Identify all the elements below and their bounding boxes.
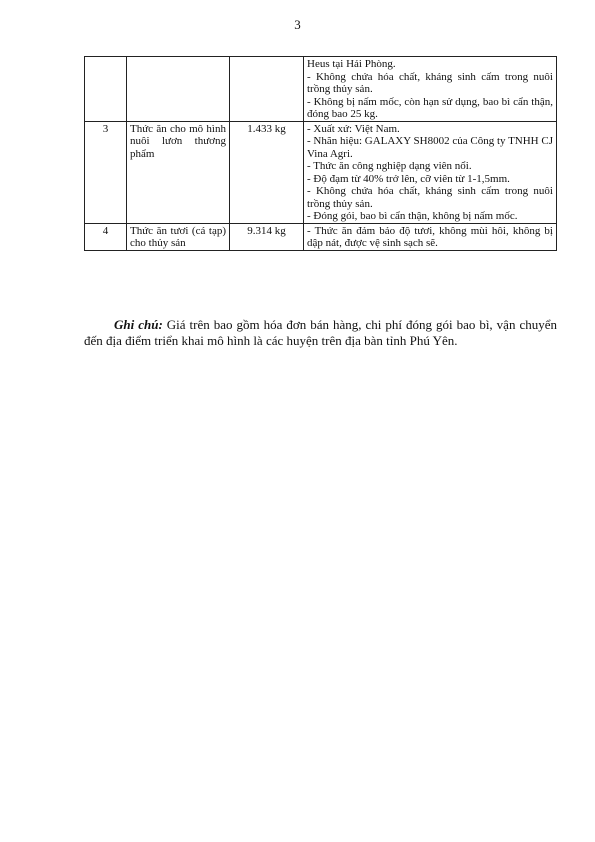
note-label: Ghi chú: xyxy=(114,317,163,332)
requirement-line: - Không chứa hóa chất, kháng sinh cấm trong nuôi trồng thủy sản. xyxy=(307,70,553,95)
quantity-cell xyxy=(230,57,304,122)
feed-spec-table xyxy=(84,56,557,251)
requirement-line: - Nhãn hiệu: GALAXY SH8002 của Công ty TNHH CJ Vina Agri. xyxy=(307,135,553,160)
requirement-line: - Độ đạm từ 40% trở lên, cỡ viên từ 1-1,5mm. xyxy=(307,172,510,185)
requirements-cell xyxy=(304,57,557,122)
item-name-cell: Thức ăn cho mô hình nuôi lươn thương phẩm xyxy=(127,121,230,223)
page-number: 3 xyxy=(294,17,301,32)
requirement-line: - Thức ăn công nghiệp dạng viên nổi. xyxy=(307,160,472,172)
row-number-cell: 3 xyxy=(85,121,127,223)
requirements-cell xyxy=(304,121,557,223)
note-text: Giá trên bao gồm hóa đơn bán hàng, chi phí đóng gói bao bì, vận chuyển đến địa điểm triển khai mô hình là các huyện trên địa bàn tỉnh Phú Yên. xyxy=(84,317,557,348)
item-name-cell xyxy=(127,57,230,122)
requirement-line: - Thức ăn đảm bảo độ tươi, không mùi hôi, không bị dập nát, được vệ sinh sạch sẽ. xyxy=(307,224,553,249)
table-row xyxy=(85,121,557,223)
quantity-cell: 1.433 kg xyxy=(230,121,304,223)
requirement-line: Heus tại Hải Phòng. xyxy=(307,58,396,70)
row-number-cell xyxy=(85,57,127,122)
row-number-cell: 4 xyxy=(85,223,127,250)
requirement-line: - Xuất xứ: Việt Nam. xyxy=(307,122,400,135)
table-row xyxy=(85,223,557,250)
requirement-line: - Đóng gói, bao bì cẩn thận, không bị nấm mốc. xyxy=(307,210,518,222)
quantity-cell: 9.314 kg xyxy=(230,223,304,250)
requirement-line: - Không chứa hóa chất, kháng sinh cấm trong nuôi trồng thủy sản. xyxy=(307,185,553,210)
requirements-cell xyxy=(304,223,557,250)
table-row xyxy=(85,57,557,122)
footnote xyxy=(84,317,557,348)
requirement-line: - Không bị nấm mốc, còn hạn sử dụng, bao bì cẩn thận, đóng bao 25 kg. xyxy=(307,95,553,120)
item-name-cell: Thức ăn tươi (cá tạp) cho thủy sản xyxy=(127,223,230,250)
